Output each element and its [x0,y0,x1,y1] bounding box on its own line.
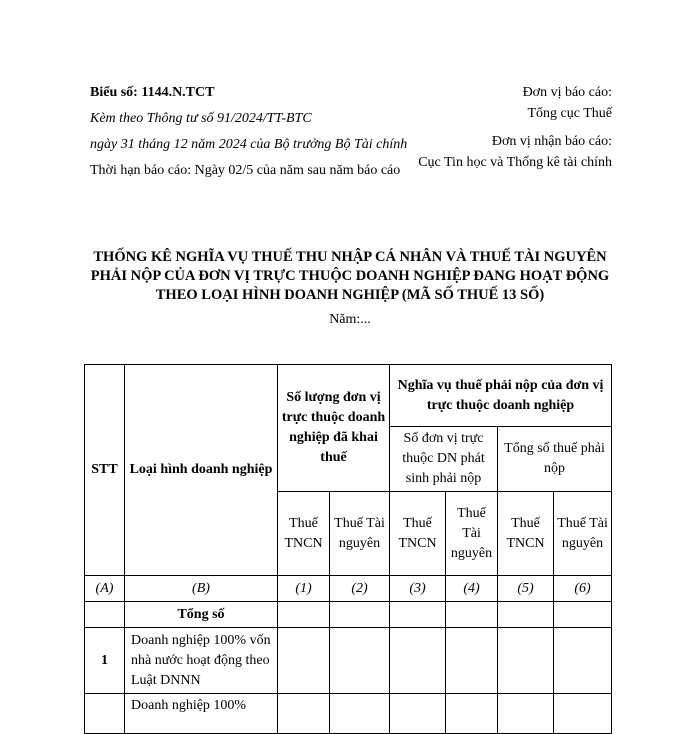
reporter-label: Đơn vị báo cáo: [522,85,612,100]
code-3: (3) [390,576,446,602]
header-units-payable: Số đơn vị trực thuộc DN phát sinh phải nộp [390,427,498,492]
row-business-type: Doanh nghiệp 100% vốn nhà nước hoạt động theo Luật DNNN [125,628,278,694]
row-business-type: Doanh nghiệp 100% [125,694,278,734]
cell-empty [554,628,612,694]
cell-empty [390,602,446,628]
circular-date: ngày 31 tháng 12 năm 2024 của Bộ trưởng Bộ Tài chính [90,137,408,152]
reporter-name: Tổng cục Thuế [527,106,612,121]
code-5: (5) [498,576,554,602]
cell-empty [330,602,390,628]
header-total-tax: Tổng số thuế phải nộp [498,427,612,492]
header-declared-units: Số lượng đơn vị trực thuộc doanh nghiệp đã khai thuế [278,365,390,492]
header-stt: STT [85,365,125,576]
table-row [85,628,612,694]
row-stt: 1 [85,628,125,694]
cell-empty [554,602,612,628]
form-number: Biểu số: 1144.N.TCT [90,85,215,100]
header-tncn-5: Thuế TNCN [498,492,554,576]
statistics-table [84,364,612,734]
cell-empty [498,602,554,628]
receiver-label: Đơn vị nhận báo cáo: [491,134,612,149]
cell-empty [278,628,330,694]
table-row-total [85,602,612,628]
header-resource-2: Thuế Tài nguyên [330,492,390,576]
header-resource-6: Thuế Tài nguyên [554,492,612,576]
cell-empty [330,628,390,694]
code-b: (B) [125,576,278,602]
circular-reference: Kèm theo Thông tư số 91/2024/TT-BTC [90,111,312,126]
cell-empty [278,602,330,628]
cell-empty [446,628,498,694]
code-6: (6) [554,576,612,602]
report-year: Năm:... [329,312,371,327]
code-a: (A) [85,576,125,602]
cell-empty [446,602,498,628]
code-2: (2) [330,576,390,602]
header-tax-obligation: Nghĩa vụ thuế phải nộp của đơn vị trực thuộc doanh nghiệp [390,365,612,427]
report-header-left [90,82,410,186]
document-title: THỐNG KÊ NGHĨA VỤ THUẾ THU NHẬP CÁ NHÂN VÀ THUẾ TÀI NGUYÊN PHẢI NỘP CỦA ĐƠN VỊ TRỰC THUỘC DOANH NGHIỆP ĐANG HOẠT ĐỘNG THEO LOẠI HÌNH DOANH NGHIỆP (MÃ SỐ THUẾ 13 SỐ) [90,249,610,303]
header-business-type: Loại hình doanh nghiệp [125,365,278,576]
cell-empty [498,628,554,694]
header-resource-4: Thuế Tài nguyên [446,492,498,576]
report-header-right [372,82,612,173]
code-4: (4) [446,576,498,602]
receiver-name: Cục Tin học và Thống kê tài chính [418,155,612,170]
cell-empty [85,602,125,628]
code-1: (1) [278,576,330,602]
cell-empty [390,628,446,694]
total-label: Tổng số [125,602,278,628]
header-tncn-3: Thuế TNCN [390,492,446,576]
header-tncn-1: Thuế TNCN [278,492,330,576]
report-deadline: Thời hạn báo cáo: Ngày 02/5 của năm sau năm báo cáo [90,163,401,178]
